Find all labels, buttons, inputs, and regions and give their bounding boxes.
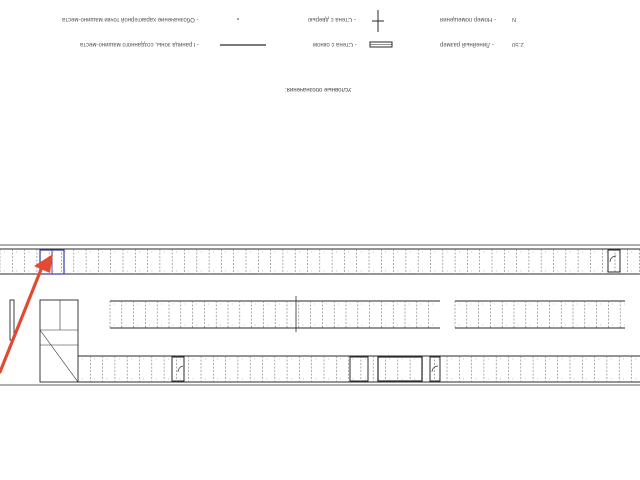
top-row-stall-point xyxy=(471,271,472,272)
middle-row-left-stall-point xyxy=(244,304,245,305)
top-row-stall-point xyxy=(213,271,214,272)
middle-row-right-stall-point xyxy=(482,325,483,326)
top-row-stall-point xyxy=(484,271,485,272)
middle-row-left-stall-point xyxy=(114,304,115,305)
top-row-stall-point xyxy=(250,271,251,272)
middle-row-right-stall-point xyxy=(565,304,566,305)
middle-row-right-stall-point xyxy=(518,325,519,326)
top-row-stall-point xyxy=(607,271,608,272)
top-row-stall-point xyxy=(65,252,66,253)
top-row-stall-point xyxy=(361,271,362,272)
bottom-row-stall-point xyxy=(131,379,132,380)
top-row-stall-point xyxy=(164,271,165,272)
bottom-row-stall-point xyxy=(328,379,329,380)
middle-row-left-stall-point xyxy=(385,304,386,305)
top-row-stall-point xyxy=(496,271,497,272)
middle-row-right-stall-point xyxy=(612,325,613,326)
middle-row-right-stall-point xyxy=(471,325,472,326)
top-row-stall-point xyxy=(275,252,276,253)
middle-row-left-stall-point xyxy=(397,304,398,305)
bottom-row-stall-point xyxy=(623,359,624,360)
bottom-row-stall-point xyxy=(451,359,452,360)
top-row-stall-point xyxy=(102,271,103,272)
bottom-row-stall-point xyxy=(414,359,415,360)
middle-row-left-stall-point xyxy=(173,325,174,326)
bottom-row-stall-point xyxy=(549,379,550,380)
bottom-row-stall-point xyxy=(328,359,329,360)
bottom-row-stall-point xyxy=(94,379,95,380)
legend-symbol-room-number: N xyxy=(512,16,517,22)
top-row-stall-point xyxy=(373,252,374,253)
bottom-row-stall-point xyxy=(389,359,390,360)
top-row-stall-point xyxy=(53,252,54,253)
middle-row-right-stall-point xyxy=(506,325,507,326)
bottom-row-stall-point xyxy=(574,359,575,360)
middle-row-right-stall-point xyxy=(600,304,601,305)
middle-row-left-stall-point xyxy=(208,304,209,305)
top-row-stall-point xyxy=(471,252,472,253)
bottom-row-stall-point xyxy=(217,379,218,380)
middle-row-left-stall-point xyxy=(185,325,186,326)
bottom-row-stall-point xyxy=(340,379,341,380)
middle-row-left-stall-point xyxy=(173,304,174,305)
bottom-row-stall-point xyxy=(353,359,354,360)
top-row-stall-point xyxy=(225,252,226,253)
middle-row-right-stall-point xyxy=(624,325,625,326)
bottom-row-stall-point xyxy=(635,359,636,360)
top-row-stall-point xyxy=(545,252,546,253)
bottom-row-stall-point xyxy=(537,359,538,360)
top-row-stall-point xyxy=(594,271,595,272)
bottom-row-stall-point xyxy=(291,379,292,380)
top-row-stall-point xyxy=(139,252,140,253)
bottom-row-stall-point xyxy=(217,359,218,360)
top-row-stall-point xyxy=(545,271,546,272)
middle-row-left-stall-point xyxy=(137,304,138,305)
top-row-stall-point xyxy=(238,271,239,272)
middle-row-left-stall-point xyxy=(279,325,280,326)
top-row-stall-point xyxy=(41,252,42,253)
top-row-stall-point xyxy=(434,271,435,272)
top-row-stall-point xyxy=(434,252,435,253)
bottom-row-stall-point xyxy=(512,359,513,360)
bottom-row-stall-point xyxy=(389,379,390,380)
middle-row-right-stall-point xyxy=(589,325,590,326)
middle-row-left-stall-point xyxy=(373,304,374,305)
top-row-stall-point xyxy=(582,252,583,253)
bottom-row-stall-point xyxy=(488,359,489,360)
middle-row-left-stall-point xyxy=(362,304,363,305)
bottom-row-stall-point xyxy=(463,359,464,360)
top-row-stall-point xyxy=(582,271,583,272)
top-row-stall-point xyxy=(410,252,411,253)
top-row-stall-point xyxy=(262,271,263,272)
bottom-row-stall-point xyxy=(180,379,181,380)
top-row-stall-point xyxy=(459,271,460,272)
bottom-row-stall-point xyxy=(193,379,194,380)
top-row-stall-point xyxy=(16,271,17,272)
middle-row-left-stall-point xyxy=(126,304,127,305)
top-row-stall-point xyxy=(447,271,448,272)
middle-row-left-stall-point xyxy=(255,304,256,305)
middle-row-left-stall-point xyxy=(409,304,410,305)
middle-row-left-stall-point xyxy=(161,325,162,326)
bottom-row-stall-point xyxy=(119,379,120,380)
top-row-stall-point xyxy=(65,271,66,272)
bottom-row-stall-point xyxy=(266,379,267,380)
bottom-row-stall-point xyxy=(476,379,477,380)
bottom-row-stall-point xyxy=(119,359,120,360)
top-row-stall-point xyxy=(29,252,30,253)
bottom-row-stall-point xyxy=(525,379,526,380)
legend-title: Условные обозначения: xyxy=(285,86,352,92)
bottom-row-stall-point xyxy=(303,359,304,360)
top-row-stall-point xyxy=(385,252,386,253)
top-row-stall-point xyxy=(225,271,226,272)
top-row-stall-point xyxy=(201,252,202,253)
middle-row-left-stall-point xyxy=(409,325,410,326)
bottom-row-stall-point xyxy=(549,359,550,360)
top-row-stall-point xyxy=(139,271,140,272)
bottom-row-stall-point xyxy=(205,379,206,380)
ramp-block xyxy=(40,300,78,382)
top-row-stall-point xyxy=(557,271,558,272)
middle-row-left-stall-point xyxy=(208,325,209,326)
middle-row-left-stall-point xyxy=(350,304,351,305)
top-row-stall-point xyxy=(336,271,337,272)
bottom-row-stall-point xyxy=(476,359,477,360)
top-row-stall-point xyxy=(188,252,189,253)
middle-row-left-stall-point xyxy=(350,325,351,326)
top-row-stall-point xyxy=(287,252,288,253)
bottom-row-stall-point xyxy=(537,379,538,380)
top-row-stall-point xyxy=(398,252,399,253)
top-row-stall-point xyxy=(508,271,509,272)
bottom-row-stall-point xyxy=(500,359,501,360)
middle-row-right-stall-point xyxy=(541,304,542,305)
bottom-row-stall-point xyxy=(451,379,452,380)
middle-row-left-stall-point xyxy=(303,325,304,326)
top-row-stall-point xyxy=(459,252,460,253)
middle-row-left-stall-point xyxy=(432,325,433,326)
bottom-row-stall-point xyxy=(107,359,108,360)
top-row-stall-point xyxy=(262,252,263,253)
top-row-stall-point xyxy=(311,271,312,272)
bottom-row-stall-point xyxy=(562,359,563,360)
middle-row-right-stall-point xyxy=(530,325,531,326)
bottom-row-stall-point xyxy=(131,359,132,360)
legend-label-room-number: - Номер помещения xyxy=(440,16,496,22)
top-row-stall-point xyxy=(299,271,300,272)
top-row-stall-point xyxy=(250,252,251,253)
bottom-row-stall-point xyxy=(512,379,513,380)
top-row-stall-point xyxy=(361,252,362,253)
middle-row-right-stall-point xyxy=(553,304,554,305)
top-row-stall-point xyxy=(631,271,632,272)
middle-row-left-stall-point xyxy=(385,325,386,326)
middle-row-left-stall-point xyxy=(338,304,339,305)
bottom-row-stall-point xyxy=(488,379,489,380)
middle-row-right-stall-point xyxy=(577,325,578,326)
top-row-stall-point xyxy=(373,271,374,272)
top-row-stall-point xyxy=(422,271,423,272)
top-row-stall-point xyxy=(152,271,153,272)
middle-row-left-stall-point xyxy=(421,325,422,326)
middle-row-right-stall-point xyxy=(494,325,495,326)
middle-row-left-stall-point xyxy=(362,325,363,326)
top-row-stall-point xyxy=(348,271,349,272)
bottom-row-stall-point xyxy=(143,379,144,380)
bottom-row-stall-point xyxy=(316,379,317,380)
bottom-row-stall-point xyxy=(353,379,354,380)
middle-row-left-stall-point xyxy=(291,325,292,326)
bottom-row-stall-point xyxy=(205,359,206,360)
bottom-row-stall-point xyxy=(230,379,231,380)
legend-label-door-wall: - Стена с дверью xyxy=(308,16,356,22)
bottom-row-stall-point xyxy=(156,379,157,380)
top-row-stall-point xyxy=(533,252,534,253)
bottom-row-stall-point xyxy=(402,379,403,380)
top-row-stall-point xyxy=(607,252,608,253)
legend-symbol-linear-size: 2.50 xyxy=(512,41,524,47)
bottom-row-stall-point xyxy=(426,359,427,360)
ramp-slope xyxy=(40,330,78,382)
top-row-stall-point xyxy=(102,252,103,253)
red-pointer-arrow xyxy=(0,262,44,372)
middle-row-left-stall-point xyxy=(185,304,186,305)
top-row-stall-point xyxy=(570,271,571,272)
middle-row-left-stall-point xyxy=(220,304,221,305)
bottom-row-stall-point xyxy=(303,379,304,380)
bottom-row-stall-point xyxy=(463,379,464,380)
middle-row-left-stall-point xyxy=(279,304,280,305)
bottom-row-stall-point xyxy=(193,359,194,360)
top-row-stall-point xyxy=(176,252,177,253)
middle-row-left-stall-point xyxy=(267,325,268,326)
top-row-stall-point xyxy=(311,252,312,253)
middle-row-left-stall-point xyxy=(338,325,339,326)
middle-row-left-stall-point xyxy=(126,325,127,326)
middle-row-right-stall-point xyxy=(553,325,554,326)
middle-row-right-stall-point xyxy=(518,304,519,305)
middle-row-left-stall-point xyxy=(244,325,245,326)
top-row-stall-point xyxy=(324,252,325,253)
middle-row-left-stall-point xyxy=(326,304,327,305)
bottom-row-stall-point xyxy=(279,379,280,380)
bottom-row-stall-point xyxy=(525,359,526,360)
bottom-row-stall-point xyxy=(623,379,624,380)
middle-row-left-stall-point xyxy=(220,325,221,326)
middle-row-right-stall-point xyxy=(530,304,531,305)
bottom-row-stall-point xyxy=(414,379,415,380)
top-row-stall-point xyxy=(152,252,153,253)
top-row-stall-point xyxy=(398,271,399,272)
top-row-stall-point xyxy=(213,252,214,253)
left-wall-element xyxy=(10,300,14,340)
top-row-stall-point xyxy=(53,271,54,272)
top-row-stall-point xyxy=(238,252,239,253)
top-row-stall-point xyxy=(275,271,276,272)
bottom-row-stall-point xyxy=(168,359,169,360)
middle-row-right-stall-point xyxy=(624,304,625,305)
middle-row-right-stall-point xyxy=(565,325,566,326)
bottom-row-stall-point xyxy=(599,359,600,360)
middle-row-left-stall-point xyxy=(196,325,197,326)
bottom-row-stall-point xyxy=(586,359,587,360)
top-row-stall-point xyxy=(348,252,349,253)
bottom-row-stall-point xyxy=(180,359,181,360)
bottom-row-stall-point xyxy=(168,379,169,380)
middle-row-right-stall-point xyxy=(506,304,507,305)
middle-row-left-stall-point xyxy=(432,304,433,305)
middle-row-right-stall-point xyxy=(471,304,472,305)
middle-row-left-stall-point xyxy=(314,325,315,326)
top-row-stall-point xyxy=(188,271,189,272)
legend-label-linear-size: - Линейный размер xyxy=(440,41,494,47)
top-row-stall-point xyxy=(90,271,91,272)
bottom-row-stall-point xyxy=(365,379,366,380)
top-row-stall-point xyxy=(127,252,128,253)
middle-row-left-stall-point xyxy=(114,325,115,326)
middle-row-left-stall-point xyxy=(397,325,398,326)
middle-row-right-stall-point xyxy=(577,304,578,305)
top-row-stall-point xyxy=(570,252,571,253)
top-row-stall-point xyxy=(385,271,386,272)
bottom-row-stall-point xyxy=(254,359,255,360)
bottom-row-stall-point xyxy=(439,359,440,360)
middle-row-right-stall-point xyxy=(589,304,590,305)
middle-row-left-stall-point xyxy=(196,304,197,305)
middle-row-left-stall-point xyxy=(373,325,374,326)
bottom-row-stall-point xyxy=(242,379,243,380)
top-row-stall-point xyxy=(521,252,522,253)
middle-row-left-stall-point xyxy=(291,304,292,305)
bottom-row-stall-point xyxy=(562,379,563,380)
top-row-stall-point xyxy=(496,252,497,253)
middle-row-left-stall-point xyxy=(161,304,162,305)
top-row-stall-point xyxy=(508,252,509,253)
top-row-stall-point xyxy=(90,252,91,253)
legend-label-zone-border: - Граница зоны, созданного машино-места xyxy=(80,41,199,47)
legend-label-characteristic-point: - Обозначение характерной точки машино-места xyxy=(62,16,199,22)
bottom-row-stall-point xyxy=(586,379,587,380)
top-row-stall-point xyxy=(533,271,534,272)
top-row-stall-point xyxy=(164,252,165,253)
middle-row-right-stall-point xyxy=(494,304,495,305)
top-row-stall-point xyxy=(447,252,448,253)
top-row-stall-point xyxy=(324,271,325,272)
bottom-row-stall-point xyxy=(426,379,427,380)
bottom-row-stall-point xyxy=(316,359,317,360)
top-row-stall-point xyxy=(78,271,79,272)
top-row-stall-point xyxy=(176,271,177,272)
bottom-row-stall-point xyxy=(574,379,575,380)
bottom-row-stall-point xyxy=(365,359,366,360)
door-swing-icon xyxy=(178,366,183,372)
middle-row-left-stall-point xyxy=(303,304,304,305)
technical-room xyxy=(378,357,422,381)
middle-row-left-stall-point xyxy=(137,325,138,326)
top-row-stall-point xyxy=(115,252,116,253)
middle-row-right-stall-point xyxy=(600,325,601,326)
bottom-row-stall-point xyxy=(402,359,403,360)
top-row-stall-point xyxy=(594,252,595,253)
top-row-stall-point xyxy=(115,271,116,272)
top-row-stall-point xyxy=(4,271,5,272)
top-row-stall-point xyxy=(631,252,632,253)
middle-row-right-stall-point xyxy=(459,304,460,305)
middle-row-left-stall-point xyxy=(149,325,150,326)
middle-row-right-stall-point xyxy=(612,304,613,305)
top-row-stall-point xyxy=(422,252,423,253)
middle-row-right-stall-point xyxy=(482,304,483,305)
top-row-stall-point xyxy=(78,252,79,253)
bottom-row-stall-point xyxy=(611,379,612,380)
bottom-row-stall-point xyxy=(242,359,243,360)
bottom-row-stall-point xyxy=(439,379,440,380)
bottom-row-stall-point xyxy=(500,379,501,380)
bottom-row-stall-point xyxy=(340,359,341,360)
bottom-row-stall-point xyxy=(94,359,95,360)
middle-row-left-stall-point xyxy=(314,304,315,305)
top-row-stall-point xyxy=(299,252,300,253)
top-row-stall-point xyxy=(484,252,485,253)
middle-row-right-stall-point xyxy=(541,325,542,326)
bottom-row-stall-point xyxy=(599,379,600,380)
top-row-stall-point xyxy=(127,271,128,272)
middle-row-left-stall-point xyxy=(232,325,233,326)
top-row-stall-point xyxy=(521,271,522,272)
middle-row-left-stall-point xyxy=(149,304,150,305)
bottom-row-stall-point xyxy=(107,379,108,380)
top-row-stall-point xyxy=(410,271,411,272)
bottom-row-stall-point xyxy=(143,359,144,360)
bottom-row-stall-point xyxy=(266,359,267,360)
middle-row-left-stall-point xyxy=(267,304,268,305)
legend-label-window-wall: - Стена с окном xyxy=(313,41,357,47)
bottom-row-stall-point xyxy=(635,379,636,380)
utility-room xyxy=(350,357,368,381)
top-row-stall-point xyxy=(336,252,337,253)
top-row-stall-point xyxy=(287,271,288,272)
middle-row-left-stall-point xyxy=(421,304,422,305)
bottom-row-stall-point xyxy=(82,379,83,380)
top-row-stall-point xyxy=(16,252,17,253)
bottom-row-stall-point xyxy=(611,359,612,360)
bottom-row-stall-point xyxy=(254,379,255,380)
bottom-row-stall-point xyxy=(279,359,280,360)
top-row-stall-point xyxy=(29,271,30,272)
top-row-stall-point xyxy=(557,252,558,253)
middle-row-left-stall-point xyxy=(255,325,256,326)
bottom-row-stall-point xyxy=(82,359,83,360)
middle-row-right-stall-point xyxy=(459,325,460,326)
bottom-row-stall-point xyxy=(230,359,231,360)
characteristic-point-symbol xyxy=(237,18,239,20)
middle-row-left-stall-point xyxy=(232,304,233,305)
utility-room xyxy=(172,357,184,381)
middle-row-left-stall-point xyxy=(326,325,327,326)
bottom-row-stall-point xyxy=(291,359,292,360)
top-row-stall-point xyxy=(201,271,202,272)
bottom-row-stall-point xyxy=(156,359,157,360)
top-row-stall-point xyxy=(4,252,5,253)
